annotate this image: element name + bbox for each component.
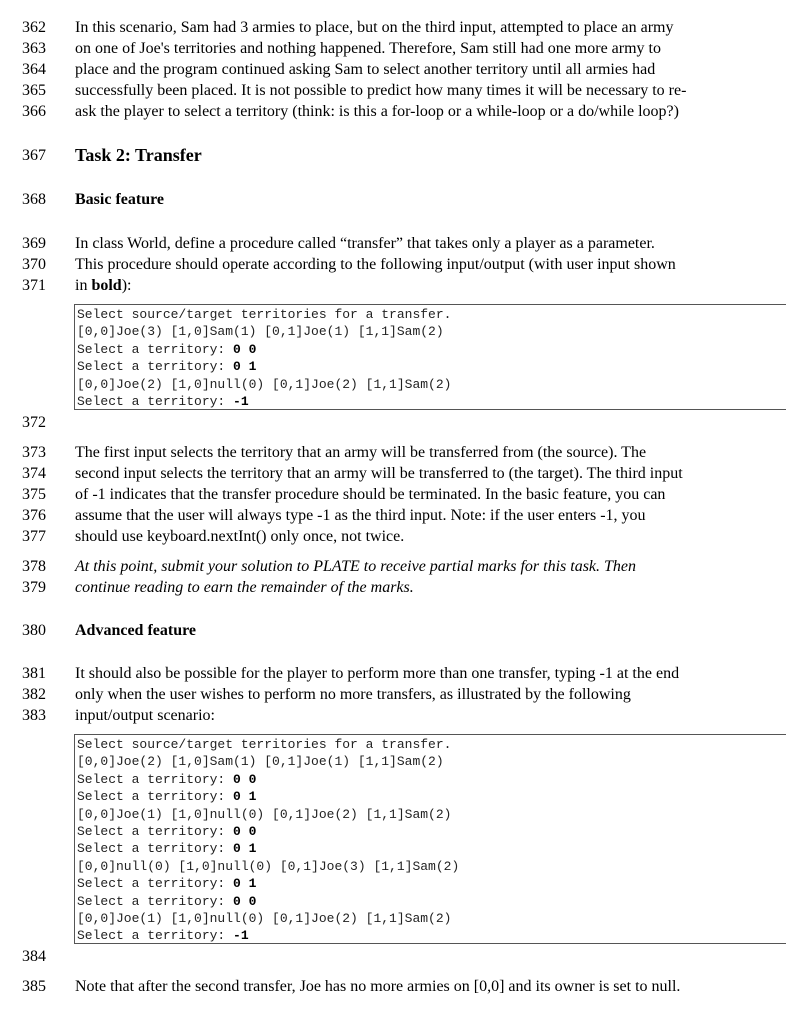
paragraph-line: In this scenario, Sam had 3 armies to place, but on the third input, attempted to place an army (75, 19, 674, 36)
line-number: 376 (22, 507, 46, 524)
paragraph-line: input/output scenario: (75, 707, 215, 724)
line-number: 385 (22, 978, 46, 995)
bold-word: bold (91, 277, 122, 294)
section-heading: Advanced feature (75, 622, 197, 639)
console-line: Select a territory: 0 1 (77, 841, 257, 857)
console-line: Select a territory: 0 1 (77, 876, 257, 892)
line-number: 365 (22, 82, 46, 99)
line-number: 367 (22, 147, 46, 164)
line-number: 379 (22, 579, 46, 596)
console-line: [0,0]null(0) [1,0]null(0) [0,1]Joe(3) [1,1]Sam(2) (77, 858, 460, 874)
line-number: 363 (22, 40, 46, 57)
line-number: 381 (22, 665, 46, 682)
paragraph-line: Note that after the second transfer, Joe has no more armies on [0,0] and its owner is set to null. (75, 978, 681, 995)
console-line: [0,0]Joe(2) [1,0]Sam(1) [0,1]Joe(1) [1,1]Sam(2) (77, 754, 444, 770)
console-line: [0,0]Joe(1) [1,0]null(0) [0,1]Joe(2) [1,1]Sam(2) (77, 806, 452, 822)
paragraph-line: ask the player to select a territory (think: is this a for-loop or a while-loop or a do/while loop?) (75, 103, 679, 120)
line-number: 362 (22, 19, 46, 36)
line-number: 374 (22, 465, 46, 482)
console-line: [0,0]Joe(3) [1,0]Sam(1) [0,1]Joe(1) [1,1]Sam(2) (77, 324, 444, 340)
console-line: Select a territory: 0 0 (77, 341, 257, 357)
console-line: Select a territory: -1 (77, 928, 249, 944)
paragraph-line: should use keyboard.nextInt() only once, not twice. (75, 528, 405, 545)
console-output-advanced (74, 734, 786, 944)
console-line: Select a territory: 0 1 (77, 789, 257, 805)
line-number: 378 (22, 558, 46, 575)
paragraph-line: assume that the user will always type -1 as the third input. Note: if the user enters -1, you (75, 507, 646, 524)
line-number: 373 (22, 444, 46, 461)
console-line: Select a territory: 0 1 (77, 359, 257, 375)
paragraph-line: It should also be possible for the player to perform more than one transfer, typing -1 at the end (75, 665, 680, 682)
console-line: Select a territory: -1 (77, 393, 249, 409)
line-number: 372 (22, 414, 46, 431)
line-number: 371 (22, 277, 46, 294)
paragraph-text: in (75, 277, 92, 294)
line-number: 368 (22, 191, 46, 208)
paragraph-line: The first input selects the territory that an army will be transferred from (the source). The (75, 444, 647, 461)
line-number: 375 (22, 486, 46, 503)
task-heading: Task 2: Transfer (75, 145, 202, 165)
line-number: 369 (22, 235, 46, 252)
paragraph-line (75, 276, 780, 296)
paragraph-line: on one of Joe's territories and nothing happened. Therefore, Sam still had one more army to (75, 40, 661, 57)
console-line: Select source/target territories for a transfer. (77, 307, 452, 322)
paragraph-line: of -1 indicates that the transfer procedure should be terminated. In the basic feature, you can (75, 486, 666, 503)
line-number: 364 (22, 61, 46, 78)
console-line: Select a territory: 0 0 (77, 823, 257, 839)
line-number: 366 (22, 103, 46, 120)
paragraph-line: This procedure should operate according to the following input/output (with user input shown (75, 256, 676, 273)
italic-note: At this point, submit your solution to PLATE to receive partial marks for this task. Then (75, 558, 637, 575)
paragraph-line: In class World, define a procedure called “transfer” that takes only a player as a parameter. (75, 235, 655, 252)
console-line: Select a territory: 0 0 (77, 893, 257, 909)
line-number: 382 (22, 686, 46, 703)
line-number: 383 (22, 707, 46, 724)
console-line: [0,0]Joe(1) [1,0]null(0) [0,1]Joe(2) [1,1]Sam(2) (77, 910, 452, 926)
paragraph-line: second input selects the territory that an army will be transferred to (the target). The third input (75, 465, 683, 482)
paragraph-line: successfully been placed. It is not possible to predict how many times it will be necessary to re- (75, 82, 687, 99)
paragraph-line: place and the program continued asking Sam to select another territory until all armies had (75, 61, 656, 78)
console-line: Select a territory: 0 0 (77, 771, 257, 787)
console-output-basic (74, 304, 786, 410)
italic-note: continue reading to earn the remainder of the marks. (75, 579, 414, 596)
paragraph-line: only when the user wishes to perform no more transfers, as illustrated by the following (75, 686, 631, 703)
line-number: 384 (22, 948, 46, 965)
section-heading: Basic feature (75, 191, 165, 208)
line-number: 370 (22, 256, 46, 273)
console-line: [0,0]Joe(2) [1,0]null(0) [0,1]Joe(2) [1,1]Sam(2) (77, 376, 452, 392)
line-number: 377 (22, 528, 46, 545)
console-line: Select source/target territories for a transfer. (77, 737, 452, 752)
line-number: 380 (22, 622, 46, 639)
paragraph-text: ): (121, 277, 132, 294)
